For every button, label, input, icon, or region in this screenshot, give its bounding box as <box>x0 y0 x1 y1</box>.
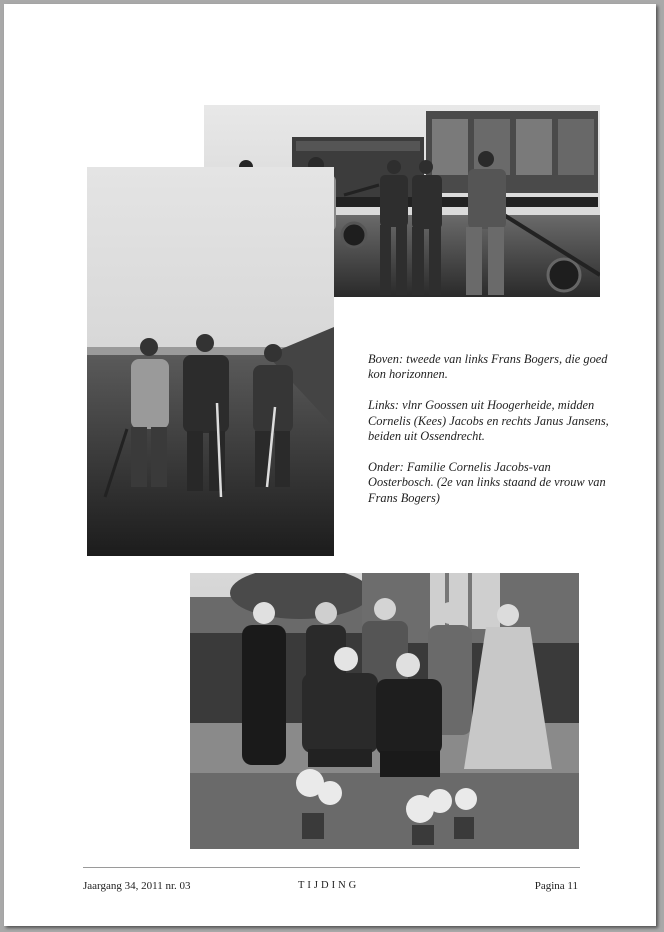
footer-page-number: Pagina 11 <box>534 880 578 892</box>
photo-caption <box>368 352 618 521</box>
photo-family-group <box>190 573 579 849</box>
caption-top-photo: Boven: tweede van links Frans Bogers, die goed kon horizonnen. <box>368 352 608 382</box>
footer-volume: Jaargang 34, 2011 nr. 03 <box>83 880 191 892</box>
footer-rule <box>83 867 580 868</box>
caption-bottom-photo: Onder: Familie Cornelis Jacobs-van Oosterbosch. (2e van links staand de vrouw van Frans Bogers) <box>368 459 606 505</box>
photo-three-men-with-spades <box>87 167 334 556</box>
footer-publication-title: TIJDING <box>298 880 360 891</box>
caption-left-photo: Links: vlnr Goossen uit Hoogerheide, midden Cornelis (Kees) Jacobs en rechts Janus Jansens, beiden uit Ossendrecht. <box>368 398 609 444</box>
document-page <box>4 4 656 926</box>
